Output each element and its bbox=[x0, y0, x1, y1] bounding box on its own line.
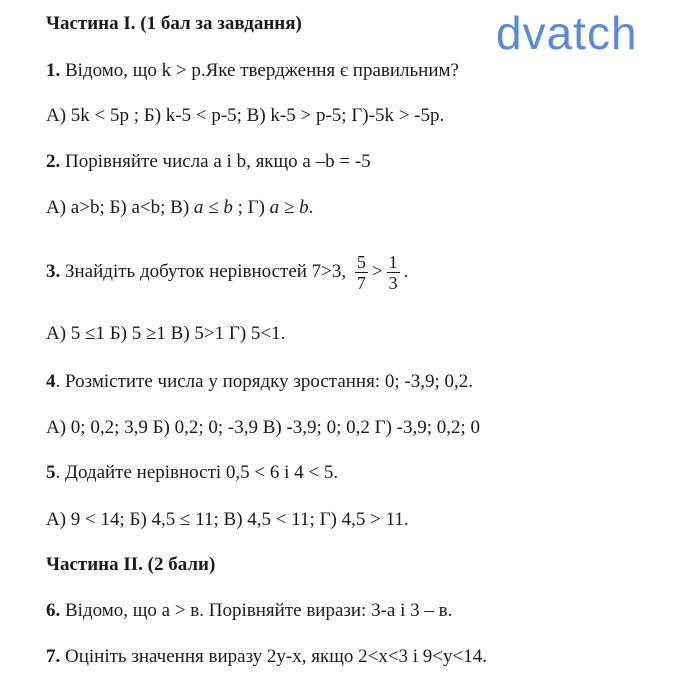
question-5 bbox=[46, 461, 338, 485]
sentence-end: . bbox=[403, 261, 409, 282]
question-3-options: А) 5 ≤1 Б) 5 ≥1 В) 5>1 Г) 5<1. bbox=[46, 323, 286, 344]
question-6 bbox=[46, 599, 452, 623]
options-end: . bbox=[308, 197, 314, 218]
part2-title: Частина ІІ. (2 бали) bbox=[46, 554, 216, 575]
question-2-options bbox=[46, 196, 313, 220]
question-2 bbox=[46, 150, 371, 174]
question-1-options: А) 5k < 5p ; Б) k-5 < p-5; В) k-5 > p-5; Г)-5k > -5p. bbox=[46, 105, 445, 126]
question-3 bbox=[46, 250, 408, 294]
question-number: 4 bbox=[46, 371, 56, 392]
question-text: Порівняйте числа a і b, якщо a –b = -5 bbox=[60, 151, 371, 172]
fraction-five-sevenths bbox=[355, 252, 368, 293]
question-text: . Розмістите числа у порядку зростання: 0; -3,9; 0,2. bbox=[55, 371, 473, 392]
part1-title: Частина І. (1 бал за завдання) bbox=[46, 13, 302, 34]
question-number: 6. bbox=[46, 600, 61, 621]
watermark: dvatch bbox=[496, 7, 638, 59]
question-text: Відомо, що a > в. Порівняйте вирази: 3-a і 3 – в. bbox=[60, 600, 453, 621]
question-text: Відомо, що k > p.Яке твердження є правильним? bbox=[60, 60, 459, 81]
fraction-denominator: 7 bbox=[356, 273, 366, 294]
fraction-denominator: 3 bbox=[388, 273, 398, 294]
question-number: 1. bbox=[46, 60, 61, 81]
options-text: А) a>b; Б) a<b; В) bbox=[46, 197, 194, 218]
question-1 bbox=[46, 59, 459, 83]
question-number: 2. bbox=[46, 151, 61, 172]
option-c-math: a ≤ b bbox=[193, 197, 233, 218]
question-text: Оцініть значення виразу 2y-x, якщо 2<x<3 і 9<y<14. bbox=[60, 646, 487, 667]
fraction-numerator: 5 bbox=[356, 252, 366, 273]
question-number: 5 bbox=[46, 462, 56, 483]
question-text: . Додайте нерівності 0,5 < 6 і 4 < 5. bbox=[55, 462, 339, 483]
cropped-text-fragment bbox=[46, 684, 256, 691]
question-text: Знайдіть добуток нерівностей 7>3, bbox=[60, 261, 347, 282]
question-number: 7. bbox=[46, 646, 61, 667]
comparison-operator: > bbox=[371, 261, 383, 282]
question-number: 3. bbox=[46, 261, 61, 282]
option-d-math: a ≥ b bbox=[269, 197, 309, 218]
options-separator: ; Г) bbox=[232, 197, 270, 218]
fraction-numerator: 1 bbox=[388, 252, 398, 273]
question-4 bbox=[46, 370, 473, 394]
fraction-one-third bbox=[387, 252, 400, 293]
question-4-options: А) 0; 0,2; 3,9 Б) 0,2; 0; -3,9 В) -3,9; 0; 0,2 Г) -3,9; 0,2; 0 bbox=[46, 417, 481, 438]
question-5-options: А) 9 < 14; Б) 4,5 ≤ 11; В) 4,5 < 11; Г) 4,5 > 11. bbox=[46, 509, 409, 530]
question-7 bbox=[46, 645, 487, 669]
